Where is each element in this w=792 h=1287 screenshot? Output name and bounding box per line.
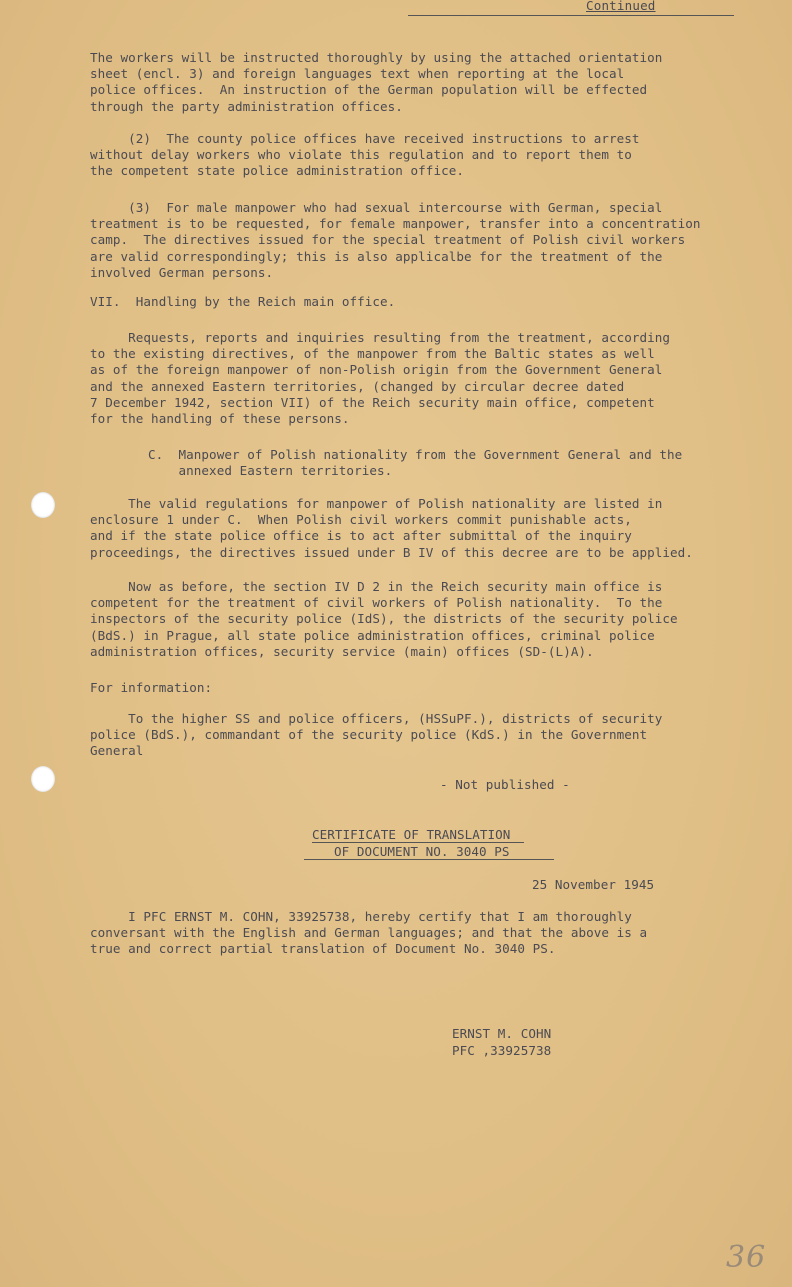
paragraph-workers-instructed: The workers will be instructed thoroughly by using the attached orientation sheet (encl. 3) and foreign languages text when reporting at the local police offices. An instruction of the German population will be effected through the party administration offices. bbox=[90, 50, 663, 114]
punch-hole-top bbox=[31, 492, 55, 518]
punch-hole-bottom bbox=[31, 766, 55, 792]
for-information-label: For information: bbox=[90, 680, 213, 695]
section-c-heading: C. Manpower of Polish nationality from the Government General and the annexed Eastern territories. bbox=[148, 447, 683, 479]
paragraph-3-special-treatment: (3) For male manpower who had sexual intercourse with German, special treatment is to be requested, for female manpower, transfer into a concentration camp. The directives issued for the special treatment of Polish civil workers are valid correspondingly; this is also applicalbe for the treatment of the involved German persons. bbox=[90, 200, 701, 280]
not-published-note: - Not published - bbox=[440, 777, 570, 792]
certificate-title-line1: CERTIFICATE OF TRANSLATION bbox=[312, 827, 511, 842]
continued-label: Continued bbox=[586, 0, 656, 13]
signature-id: PFC ,33925738 bbox=[452, 1043, 552, 1058]
paragraph-distribution: To the higher SS and police officers, (HSSuPF.), districts of security police (BdS.), commandant of the security police (KdS.) in the Government General bbox=[90, 711, 663, 759]
paragraph-valid-regulations: The valid regulations for manpower of Polish nationality are listed in enclosure 1 under C. When Polish civil workers commit punishable acts, and if the state police office is to act after submittal of the inquiry proceedings, the directives issued under B IV of this decree are to be applied. bbox=[90, 496, 693, 560]
signature-name: ERNST M. COHN bbox=[452, 1026, 552, 1041]
paragraph-now-as-before: Now as before, the section IV D 2 in the Reich security main office is competent for the treatment of civil workers of Polish nationality. To the inspectors of the security police (IdS), the districts of the security police (BdS.) in Prague, all state police administration offices, criminal police administration offices, security service (main) offices (SD-(L)A). bbox=[90, 579, 678, 659]
paragraph-requests-reports: Requests, reports and inquiries resulting from the treatment, according to the existing directives, of the manpower from the Baltic states as well as of the foreign manpower of non-Polish origin from the Government General and the annexed Eastern territories, (changed by circular decree dated 7 December 1942, section VII) of the Reich security main office, competent for the handling of these persons. bbox=[90, 330, 671, 427]
certificate-title-underline2 bbox=[304, 859, 554, 860]
certificate-date: 25 November 1945 bbox=[532, 877, 655, 892]
section-vii-heading: VII. Handling by the Reich main office. bbox=[90, 294, 396, 309]
certificate-title-line2: OF DOCUMENT NO. 3040 PS bbox=[334, 844, 510, 859]
handwritten-page-number: 36 bbox=[726, 1240, 767, 1275]
certificate-title-underline1 bbox=[312, 842, 524, 843]
header-rule bbox=[408, 15, 734, 16]
certificate-body: I PFC ERNST M. COHN, 33925738, hereby certify that I am thoroughly conversant with the English and German languages; and that the above is a true and correct partial translation of Document No. 3040 PS. bbox=[90, 909, 648, 957]
paragraph-2-county-police: (2) The county police offices have received instructions to arrest without delay workers who violate this regulation and to report them to the competent state police administration office. bbox=[90, 131, 640, 179]
